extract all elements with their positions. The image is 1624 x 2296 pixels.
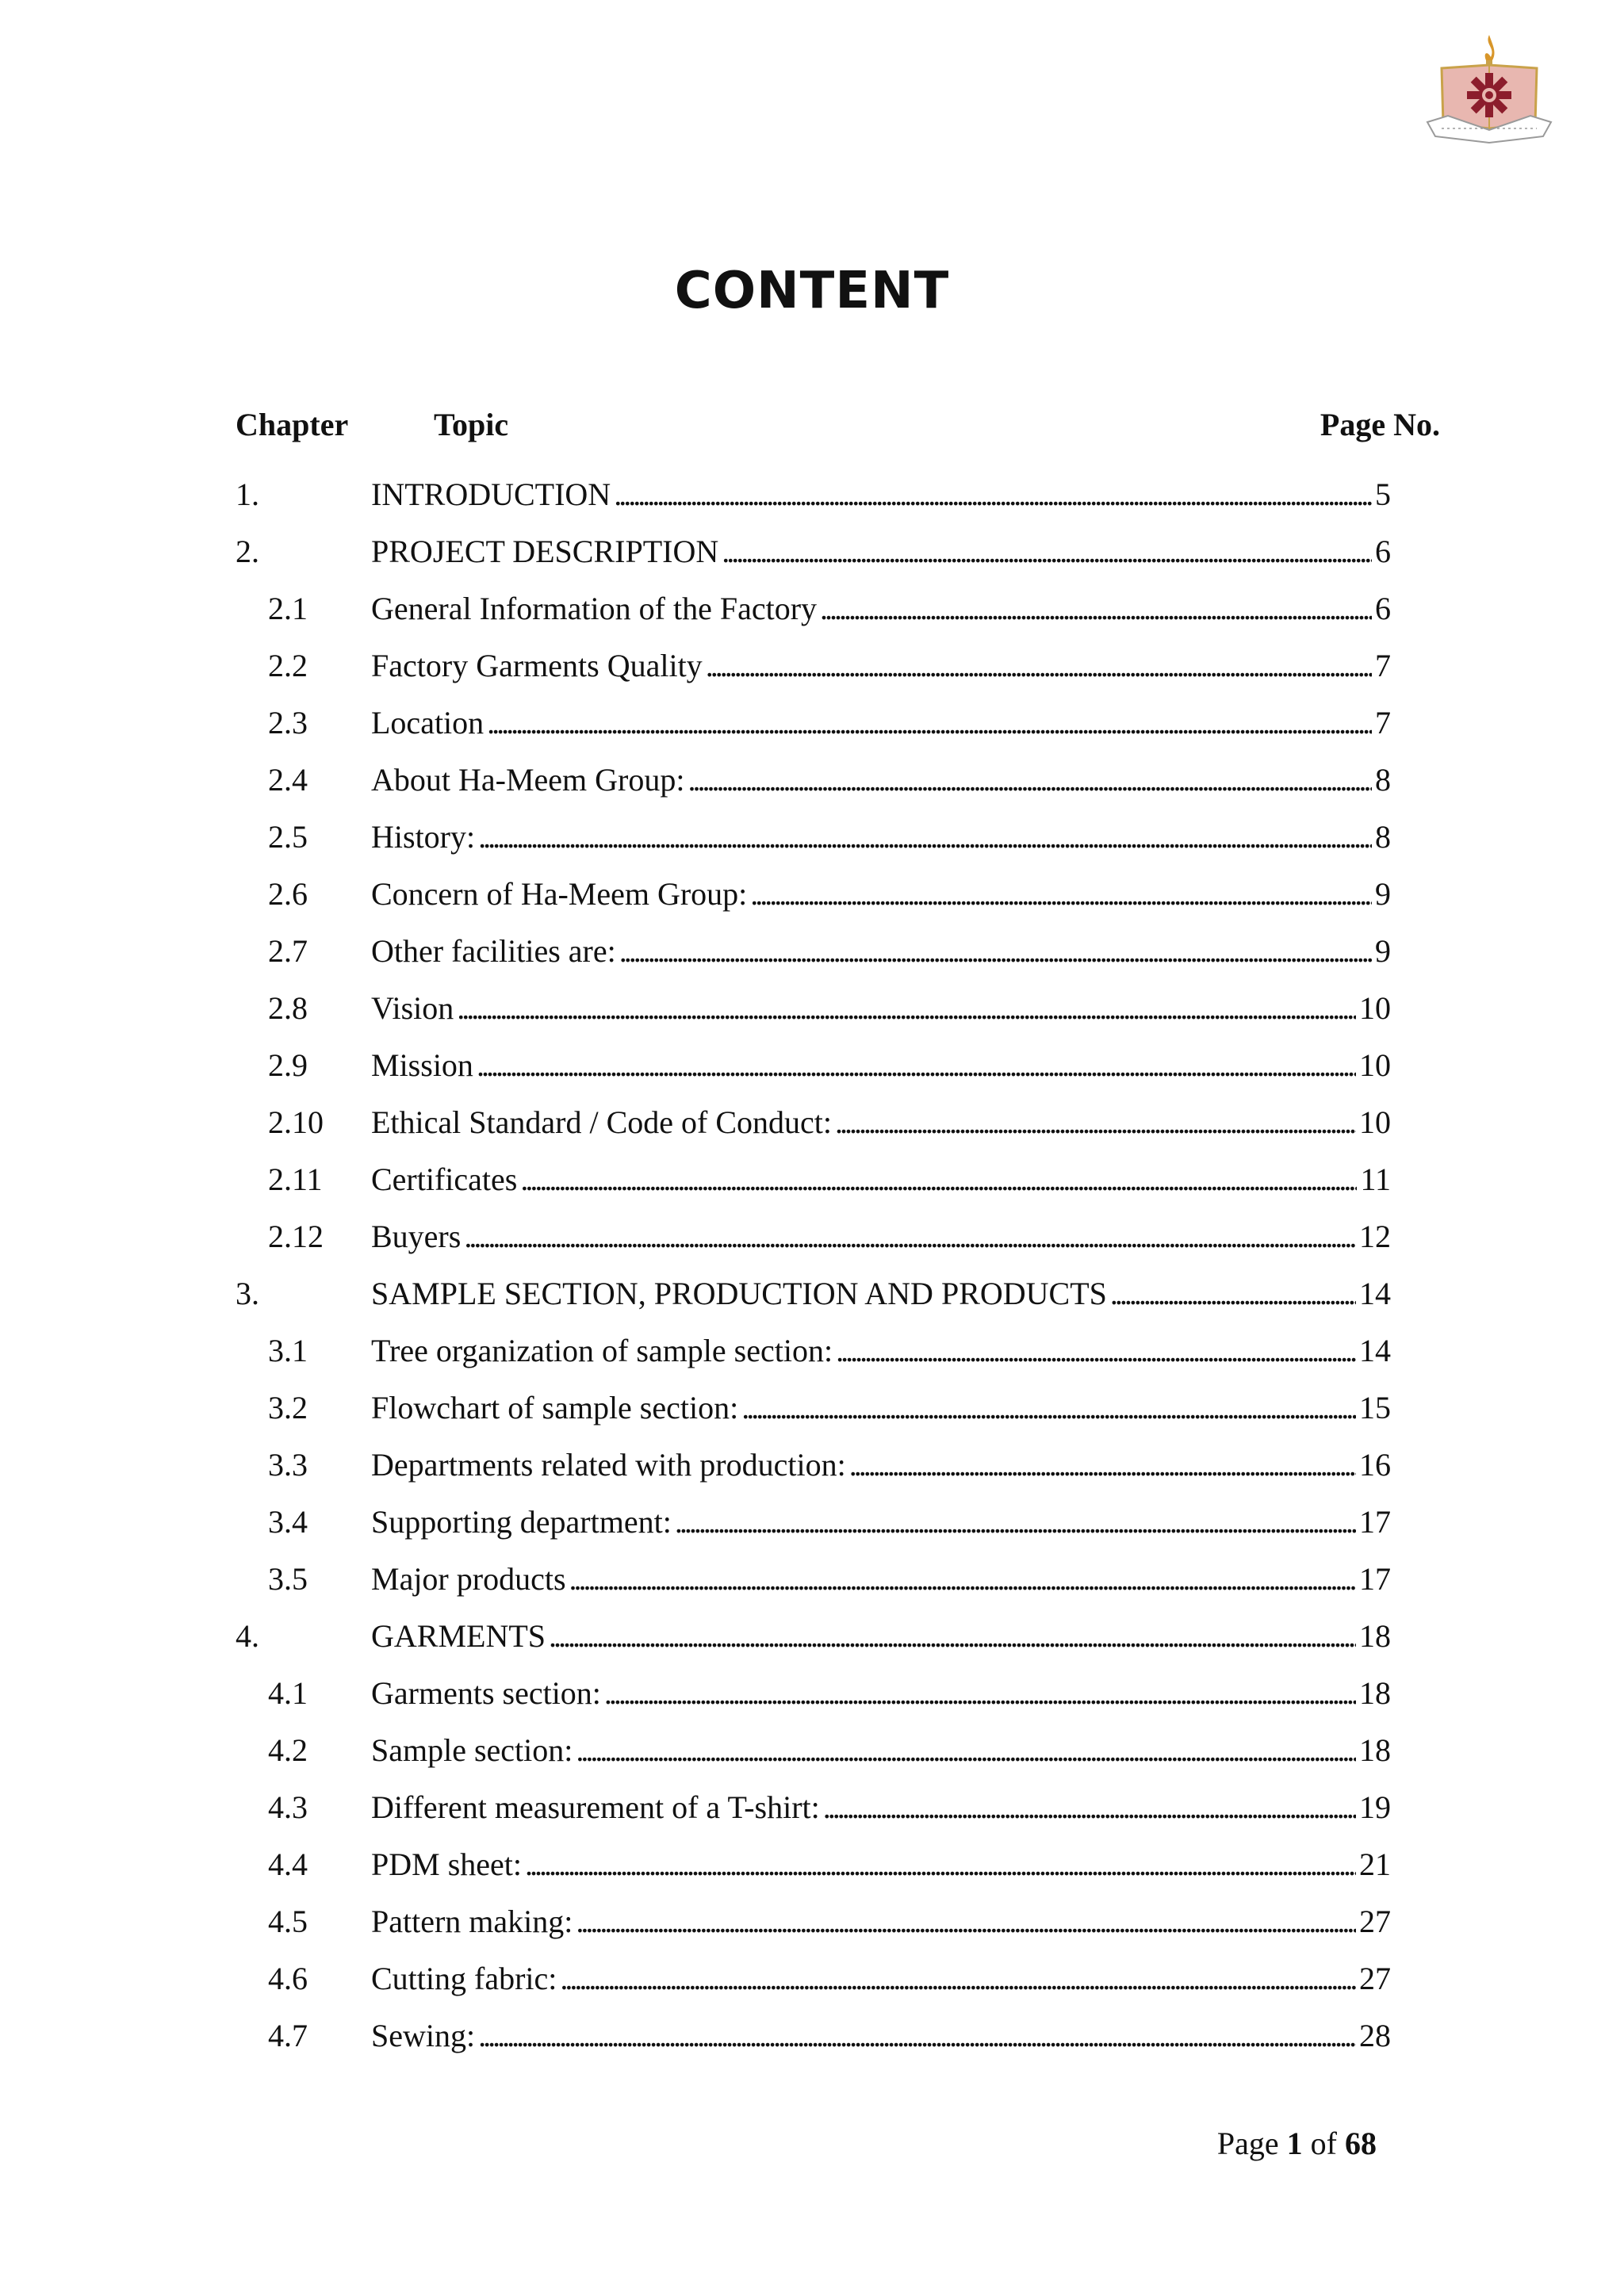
toc-entry-page: 5: [1375, 476, 1391, 512]
toc-entry-line: [371, 2014, 1391, 2058]
toc-entry-number: 4.5: [268, 1904, 308, 1939]
toc-entry-number: 4.7: [268, 2018, 308, 2053]
toc-entry-title[interactable]: Departments related with production:: [371, 1447, 846, 1483]
toc-entry-line: [371, 1272, 1391, 1316]
toc-entry-line: [371, 929, 1391, 974]
toc-entry-number: 2.: [236, 534, 259, 569]
toc-dot-leader: [604, 1671, 1356, 1716]
toc-entry[interactable]: [0, 1158, 1624, 1215]
toc-entry-line: [371, 986, 1391, 1031]
toc-entry[interactable]: [0, 1100, 1624, 1158]
toc-entry[interactable]: [0, 473, 1624, 530]
toc-dot-leader: [569, 1557, 1356, 1601]
toc-entry-title[interactable]: Buyers: [371, 1219, 462, 1254]
toc-entry-title[interactable]: GARMENTS: [371, 1618, 546, 1654]
toc-entry-title[interactable]: PROJECT DESCRIPTION: [371, 534, 719, 569]
toc-entry-line: [371, 758, 1391, 802]
toc-entry-title[interactable]: General Information of the Factory: [371, 591, 818, 626]
toc-entry-page: 28: [1359, 2018, 1391, 2053]
toc-dot-leader: [576, 1728, 1356, 1773]
toc-dot-leader: [722, 530, 1372, 574]
toc-entry-page: 18: [1359, 1675, 1391, 1711]
toc-entry-page: 15: [1359, 1390, 1391, 1425]
toc-entry[interactable]: [0, 1957, 1624, 2014]
toc-entry-title[interactable]: Location: [371, 705, 485, 740]
toc-dot-leader: [614, 473, 1372, 517]
toc-entry-page: 10: [1359, 1104, 1391, 1140]
toc-entry-line: [371, 1728, 1391, 1773]
toc-entry-page: 21: [1359, 1846, 1391, 1882]
toc-entry-line: [371, 530, 1391, 574]
toc-dot-leader: [525, 1843, 1356, 1887]
toc-entry-page: 8: [1375, 762, 1391, 798]
toc-dot-leader: [478, 2014, 1356, 2058]
toc-entry-line: [371, 587, 1391, 631]
toc-entry[interactable]: [0, 1272, 1624, 1329]
toc-entry[interactable]: [0, 1500, 1624, 1557]
toc-entry-line: [371, 1900, 1391, 1944]
toc-entry[interactable]: [0, 1215, 1624, 1272]
toc-entry-page: 19: [1359, 1789, 1391, 1825]
page-footer: [1217, 2125, 1377, 2162]
toc-entry-page: 14: [1359, 1276, 1391, 1311]
toc-dot-leader: [706, 644, 1372, 688]
toc-entry-title[interactable]: Certificates: [371, 1161, 518, 1197]
toc-entry-page: 7: [1375, 705, 1391, 740]
header-topic: Topic: [434, 407, 509, 442]
toc-entry-number: 2.9: [268, 1047, 308, 1083]
footer-page-word: Page: [1216, 2126, 1279, 2161]
toc-entry-page: 6: [1375, 591, 1391, 626]
toc-entry-title[interactable]: Ethical Standard / Code of Conduct:: [371, 1104, 832, 1140]
toc-entry-number: 2.10: [268, 1104, 324, 1140]
toc-entry-title[interactable]: PDM sheet:: [371, 1846, 522, 1882]
toc-entry-number: 3.1: [268, 1333, 308, 1368]
toc-entry-page: 10: [1359, 990, 1391, 1026]
toc-entry-page: 6: [1375, 534, 1391, 569]
toc-entry-number: 4.1: [268, 1675, 308, 1711]
toc-entry-title[interactable]: Sewing:: [371, 2018, 476, 2053]
toc-entry-page: 17: [1359, 1561, 1391, 1597]
toc-entry[interactable]: [0, 1728, 1624, 1785]
toc-entry-title[interactable]: Vision: [371, 990, 454, 1026]
toc-entry-number: 2.6: [268, 876, 308, 912]
footer-of-word: of: [1310, 2126, 1337, 2161]
toc-entry[interactable]: [0, 1900, 1624, 1957]
toc-entry[interactable]: [0, 644, 1624, 701]
toc-entry-title[interactable]: Factory Garments Quality: [371, 648, 703, 683]
toc-entry-page: 27: [1359, 1961, 1391, 1996]
toc-entry-title[interactable]: Different measurement of a T-shirt:: [371, 1789, 820, 1825]
toc-entry-title[interactable]: Other facilities are:: [371, 933, 616, 969]
toc-entry-line: [371, 1957, 1391, 2001]
toc-entry-title[interactable]: Supporting department:: [371, 1504, 672, 1540]
toc-entry-number: 3.2: [268, 1390, 308, 1425]
toc-entry-page: 10: [1359, 1047, 1391, 1083]
toc-entry-line: [371, 1843, 1391, 1887]
toc-entry[interactable]: [0, 1557, 1624, 1614]
toc-entry-page: 18: [1359, 1618, 1391, 1654]
toc-dot-leader: [823, 1785, 1356, 1830]
toc-entry-number: 4.6: [268, 1961, 308, 1996]
toc-dot-leader: [835, 1100, 1356, 1145]
header-page-no: Page No.: [1320, 407, 1440, 442]
toc-entry-title[interactable]: INTRODUCTION: [371, 476, 611, 512]
toc-entry-number: 2.5: [268, 819, 308, 855]
toc-entry[interactable]: [0, 1329, 1624, 1386]
toc-entry[interactable]: [0, 1843, 1624, 1900]
toc-dot-leader: [478, 815, 1372, 859]
toc-dot-leader: [457, 986, 1356, 1031]
toc-dot-leader: [549, 1614, 1356, 1659]
toc-entry-page: 8: [1375, 819, 1391, 855]
toc-dot-leader: [560, 1957, 1356, 2001]
toc-entry-page: 9: [1375, 933, 1391, 969]
toc-entry-title[interactable]: History:: [371, 819, 476, 855]
toc-entry-title[interactable]: Pattern making:: [371, 1904, 573, 1939]
toc-entry[interactable]: [0, 872, 1624, 929]
toc-dot-leader: [688, 758, 1372, 802]
toc-entry-number: 4.4: [268, 1846, 308, 1882]
toc-dot-leader: [619, 929, 1372, 974]
toc-entry[interactable]: [0, 815, 1624, 872]
toc-entry-title[interactable]: About Ha-Meem Group:: [371, 762, 685, 798]
toc-entry[interactable]: [0, 1785, 1624, 1843]
header-chapter: Chapter: [236, 407, 349, 442]
toc-entry-title[interactable]: Mission: [371, 1047, 473, 1083]
toc-entry-page: 17: [1359, 1504, 1391, 1540]
page-title: CONTENT: [674, 262, 950, 320]
toc-entry[interactable]: [0, 758, 1624, 815]
toc-entry[interactable]: [0, 1443, 1624, 1500]
toc-entry-number: 2.8: [268, 990, 308, 1026]
toc-entry-line: [371, 1500, 1391, 1544]
toc-entry[interactable]: [0, 1043, 1624, 1100]
toc-entry-number: 4.: [236, 1618, 259, 1654]
toc-entry-line: [371, 1043, 1391, 1088]
toc-entry-number: 2.3: [268, 705, 308, 740]
toc-entry-page: 11: [1360, 1161, 1391, 1197]
toc-entry[interactable]: [0, 1614, 1624, 1671]
toc-dot-leader: [849, 1443, 1356, 1487]
toc-dot-leader: [576, 1900, 1356, 1944]
toc-entry-page: 27: [1359, 1904, 1391, 1939]
toc-entry-number: 3.5: [268, 1561, 308, 1597]
toc-entry-line: [371, 1614, 1391, 1659]
toc-entry[interactable]: [0, 929, 1624, 986]
toc-entry[interactable]: [0, 530, 1624, 587]
toc-entry-line: [371, 872, 1391, 916]
toc-entry-title[interactable]: Sample section:: [371, 1732, 573, 1768]
toc-dot-leader: [675, 1500, 1356, 1544]
toc-entry-line: [371, 1158, 1391, 1202]
toc-dot-leader: [520, 1158, 1357, 1202]
toc-entry-title[interactable]: SAMPLE SECTION, PRODUCTION AND PRODUCTS: [371, 1276, 1107, 1311]
toc-entry-number: 2.1: [268, 591, 308, 626]
toc-dot-leader: [750, 872, 1372, 916]
toc-entry-title[interactable]: Concern of Ha-Meem Group:: [371, 876, 748, 912]
toc-entry-number: 1.: [236, 476, 259, 512]
toc-entry-line: [371, 473, 1391, 517]
toc-entry[interactable]: [0, 1671, 1624, 1728]
toc-entry-number: 3.3: [268, 1447, 308, 1483]
toc-entry-title[interactable]: Major products: [371, 1561, 566, 1597]
toc-entry-line: [371, 1215, 1391, 1259]
toc-dot-leader: [836, 1329, 1356, 1373]
toc-dot-leader: [1110, 1272, 1356, 1316]
toc-dot-leader: [741, 1386, 1356, 1430]
footer-current-page: 1: [1286, 2126, 1303, 2161]
toc-entry-line: [371, 815, 1391, 859]
toc-entry[interactable]: [0, 587, 1624, 644]
toc-entry-number: 3.: [236, 1276, 259, 1311]
toc-entry-page: 9: [1375, 876, 1391, 912]
toc-entry-page: 12: [1359, 1219, 1391, 1254]
toc-entry-title[interactable]: Flowchart of sample section:: [371, 1390, 739, 1425]
toc-entry-number: 2.2: [268, 648, 308, 683]
toc-entry-line: [371, 1785, 1391, 1830]
university-crest-icon: [1424, 33, 1554, 144]
toc-entry-page: 18: [1359, 1732, 1391, 1768]
toc-entry-number: 4.2: [268, 1732, 308, 1768]
toc-entry[interactable]: [0, 701, 1624, 758]
toc-entry-page: 7: [1375, 648, 1391, 683]
toc-entry[interactable]: [0, 986, 1624, 1043]
toc-entry-page: 14: [1359, 1333, 1391, 1368]
toc-entry-number: 3.4: [268, 1504, 308, 1540]
footer-total-pages: 68: [1345, 2126, 1377, 2161]
toc-entry-title[interactable]: Tree organization of sample section:: [371, 1333, 833, 1368]
toc-entry[interactable]: [0, 2014, 1624, 2071]
toc-entry-line: [371, 1671, 1391, 1716]
toc-dot-leader: [820, 587, 1372, 631]
toc-entry-line: [371, 1386, 1391, 1430]
toc-dot-leader: [464, 1215, 1356, 1259]
toc-dot-leader: [477, 1043, 1356, 1088]
toc-entry[interactable]: [0, 1386, 1624, 1443]
toc-dot-leader: [487, 701, 1372, 745]
toc-entry-line: [371, 1443, 1391, 1487]
toc-entry-number: 2.4: [268, 762, 308, 798]
toc-entry-page: 16: [1359, 1447, 1391, 1483]
toc-entry-line: [371, 1557, 1391, 1601]
toc-entry-number: 2.11: [268, 1161, 323, 1197]
toc-entry-number: 4.3: [268, 1789, 308, 1825]
toc-entry-number: 2.7: [268, 933, 308, 969]
toc-entry-line: [371, 701, 1391, 745]
toc-entry-title[interactable]: Garments section:: [371, 1675, 601, 1711]
toc-header: [0, 406, 1624, 450]
toc-entry-title[interactable]: Cutting fabric:: [371, 1961, 557, 1996]
toc-entry-line: [371, 644, 1391, 688]
toc-entry-line: [371, 1329, 1391, 1373]
toc-entry-line: [371, 1100, 1391, 1145]
toc-entry-number: 2.12: [268, 1219, 324, 1254]
